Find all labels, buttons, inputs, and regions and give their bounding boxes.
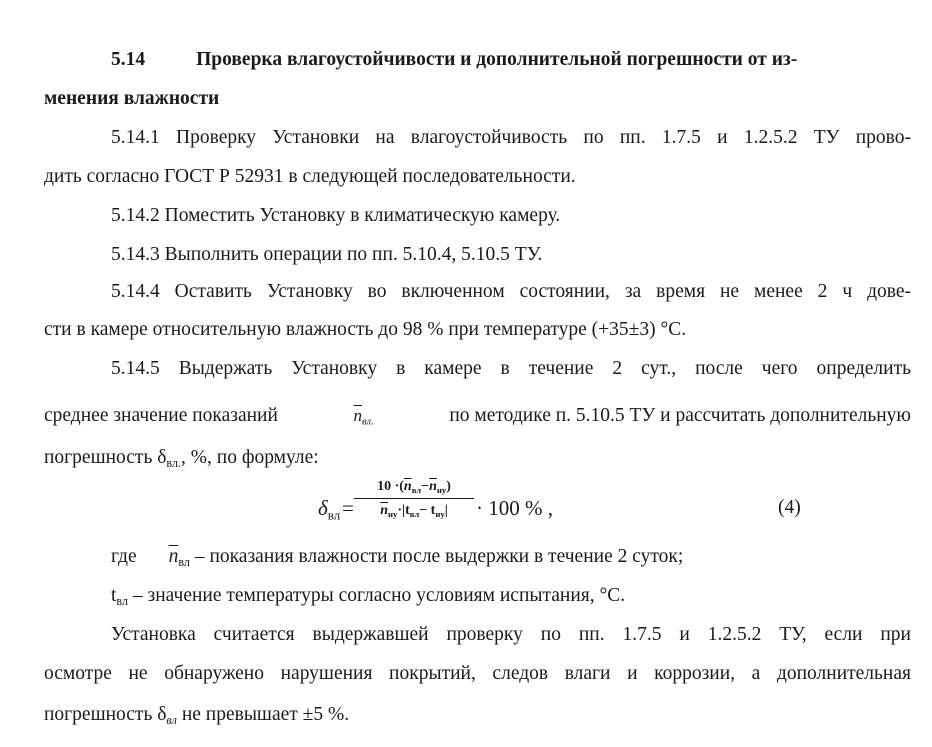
den-n: $\overline{n}$ [380, 503, 388, 518]
final-paragraph-line3 [44, 703, 349, 727]
num-sub1: вл [411, 485, 422, 496]
final-paragraph-line2: осмотре не обнаружено нарушения покрытий, следов влаги и коррозии, а дополнительная [44, 663, 911, 684]
num-minus: − [421, 479, 430, 494]
where2-symbol-sub: вл [116, 594, 128, 609]
section-number: 5.14 [111, 49, 146, 70]
paragraph-5-14-2: 5.14.2 Поместить Установку в климатическую камеру. [111, 205, 561, 226]
formula-numerator [354, 478, 474, 496]
final-line3-post: не превышает ±5 %. [181, 704, 350, 725]
section-title-part1: Проверка влагоустойчивости и дополнительной погрешности от из- [196, 49, 798, 70]
formula-4 [318, 478, 878, 538]
num-pre: 10 ·( [377, 479, 404, 494]
final-delta-sub: вл [166, 713, 177, 728]
paragraph-5-14-4-line2: сти в камере относительную влажность до 98 % при температуре (+35±3) °С. [44, 319, 687, 340]
paragraph-5-14-1-line1: 5.14.1 Проверку Установки на влагоустойчивость по пп. 1.7.5 и 1.2.5.2 ТУ прово- [111, 127, 911, 148]
den-minus: − t [419, 503, 436, 518]
formula-number: (4) [778, 497, 801, 518]
formula-fraction [354, 478, 474, 520]
den-sub3: ну [435, 509, 445, 520]
delta-sub: вл. [166, 456, 182, 471]
line2-text-post: по методике п. 5.10.5 ТУ и рассчитать дополнительную [449, 405, 911, 426]
mean-reading-symbol [353, 404, 373, 428]
symbol-n: $\overline{n}$ [353, 406, 362, 425]
where-symbol [168, 546, 190, 570]
line3-text-pre: погрешность δ [44, 447, 167, 468]
formula-delta: δ [318, 496, 328, 520]
num-n2: $\overline{n}$ [429, 479, 437, 494]
where2-text: – значение температуры согласно условиям испытания, °С. [132, 585, 626, 606]
section-heading-line1 [111, 48, 911, 72]
den-sub1: ну [388, 509, 398, 520]
line2-text-pre: среднее значение показаний [44, 405, 278, 426]
formula-delta-sub: вл [327, 507, 341, 523]
formula-tail: · 100 % , [476, 496, 553, 520]
paragraph-5-14-3: 5.14.3 Выполнить операции по пп. 5.10.4, 5.10.5 ТУ. [111, 244, 543, 265]
den-sub2: вл [409, 509, 420, 520]
line3-text-post: , %, по формуле: [181, 447, 319, 468]
paragraph-5-14-5-line2 [44, 404, 911, 428]
num-post: ) [446, 479, 451, 494]
den-mid: ·|t [397, 503, 410, 518]
symbol-n-sub: вл. [361, 416, 374, 428]
num-n1: $\overline{n}$ [403, 479, 412, 494]
final-paragraph-line1: Установка считается выдержавшей проверку по пп. 1.7.5 и 1.2.5.2 ТУ, если при [111, 624, 911, 645]
paragraph-5-14-1-line2: дить согласно ГОСТ Р 52931 в следующей последовательности. [44, 166, 576, 187]
paragraph-5-14-5-line3 [44, 446, 319, 470]
where2-symbol-t: t [111, 585, 117, 606]
den-post: | [444, 503, 448, 518]
formula-lhs [318, 496, 341, 523]
num-sub2: ну [436, 485, 447, 496]
paragraph-5-14-5-line1: 5.14.5 Выдержать Установку в камере в течение 2 сут., после чего определить [111, 358, 911, 379]
where-symbol-sub: вл [178, 555, 190, 570]
where-line-2 [111, 584, 625, 608]
paragraph-5-14-4-line1: 5.14.4 Оставить Установку во включенном состоянии, за время не менее 2 ч дове- [111, 281, 911, 302]
section-heading-line2 [44, 87, 219, 111]
formula-denominator [354, 502, 474, 520]
where-text: – показания влажности после выдержки в течение 2 суток; [194, 546, 684, 567]
where-symbol-n: $\overline{n}$ [168, 546, 179, 567]
fraction-bar [354, 498, 474, 499]
section-title-part2: менения влажности [44, 88, 220, 109]
where-word: где [111, 546, 137, 567]
final-line3-pre: погрешность δ [44, 704, 167, 725]
where-line-1 [111, 545, 683, 569]
formula-equals: = [342, 496, 354, 520]
